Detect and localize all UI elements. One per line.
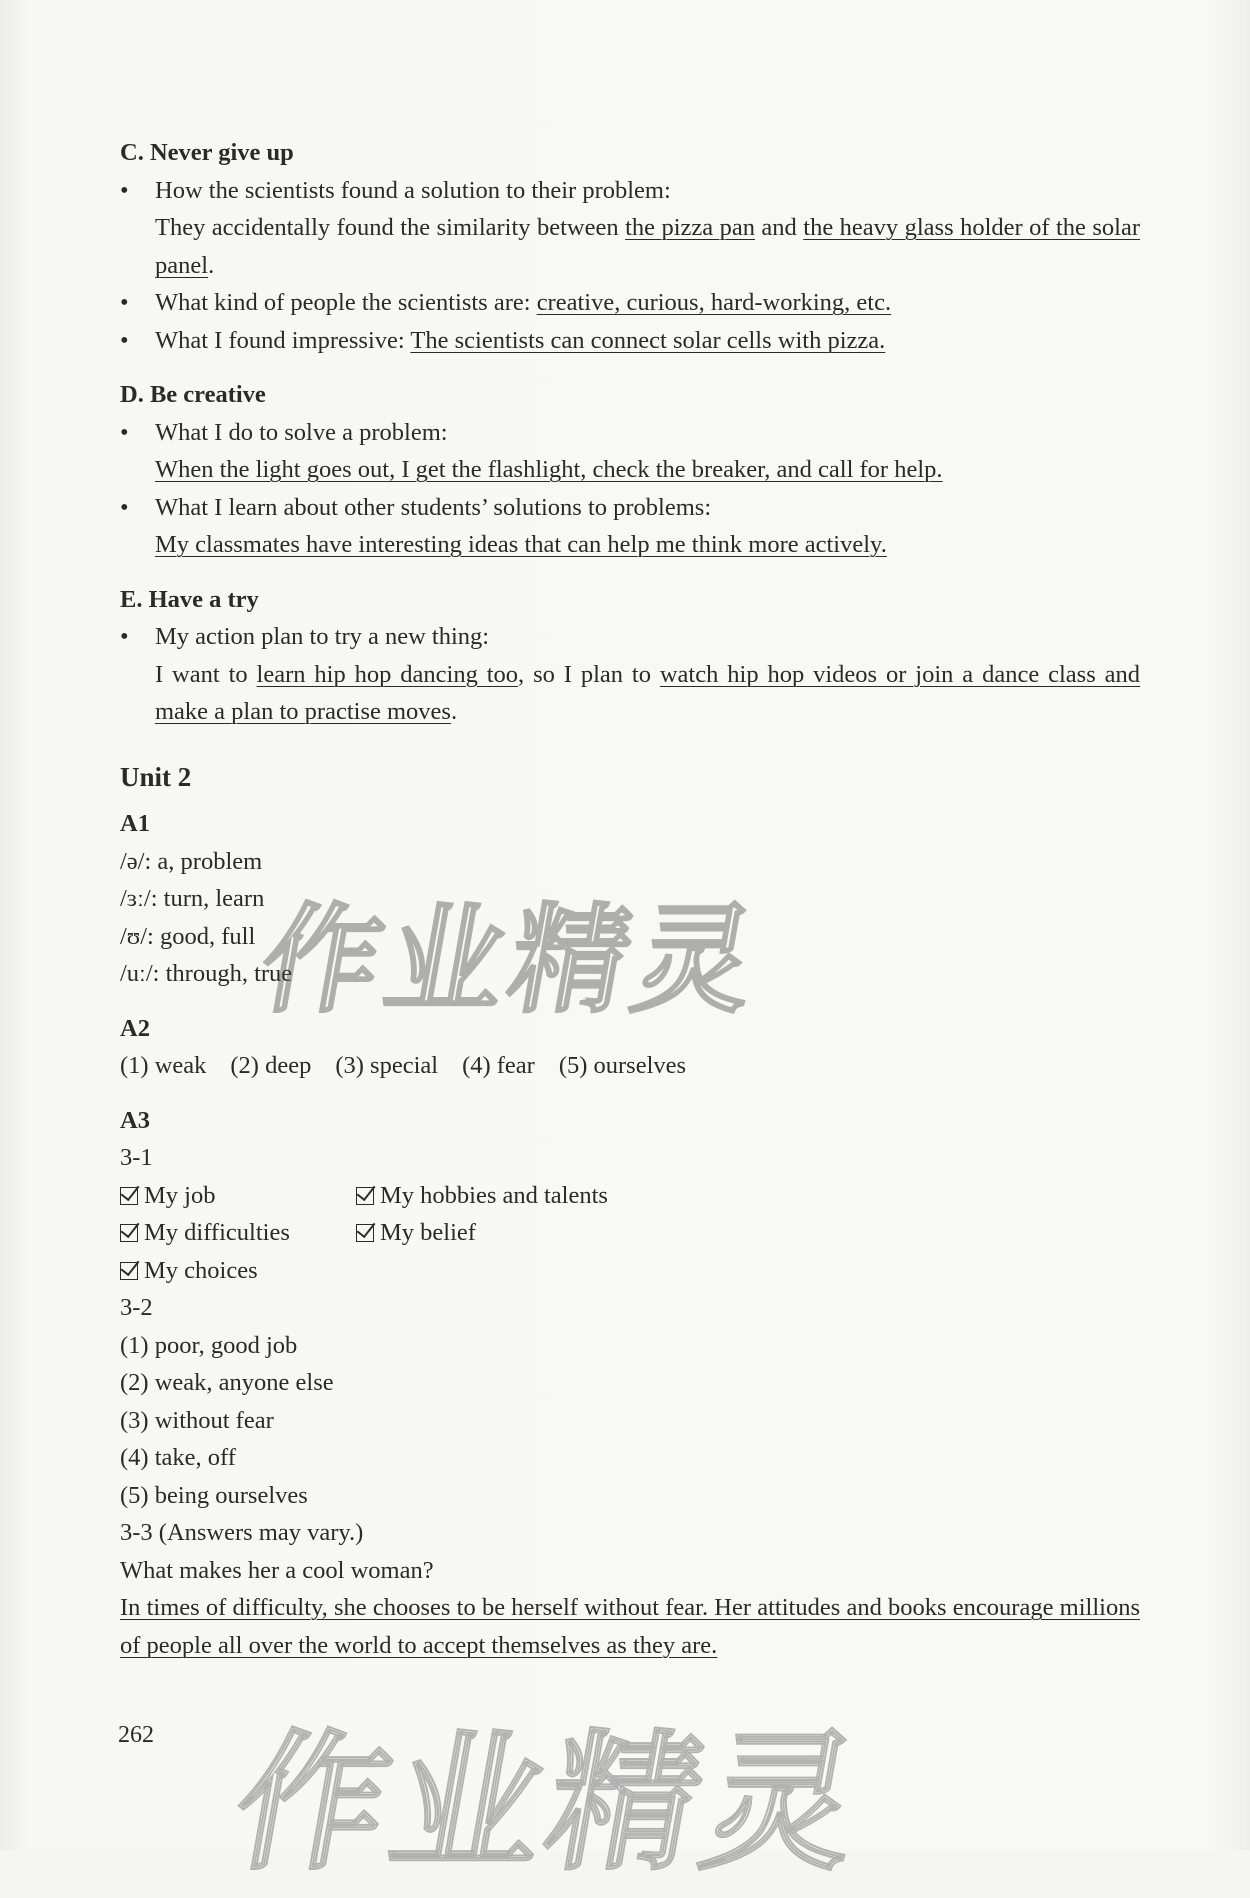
- bullet-label: What kind of people the scientists are:: [155, 289, 537, 316]
- checked-item-label: My belief: [380, 1219, 476, 1246]
- answer-underlined: My classmates have interesting ideas that can help me think more actively.: [155, 531, 887, 558]
- bullet-item: [120, 284, 1140, 322]
- a3-answer: (2) weak, anyone else: [120, 1369, 334, 1396]
- question-text: What makes her a cool woman?: [120, 1556, 434, 1584]
- checked-item: [356, 1177, 608, 1215]
- bullet-item: [120, 618, 1140, 731]
- bullet-label: What I learn about other students’ solutions to problems:: [155, 493, 712, 521]
- answer-text: and: [754, 214, 804, 241]
- bullet-dot: •: [120, 289, 129, 316]
- checklist-row: [120, 1252, 1140, 1290]
- checked-item: [356, 1214, 592, 1252]
- checked-item-label: My hobbies and talents: [380, 1181, 608, 1209]
- bullet-dot: •: [120, 418, 129, 446]
- section-c-title: C. Never give up: [120, 139, 294, 166]
- answer-underlined: the heavy glass holder of the solar panel: [155, 214, 1140, 279]
- subquestion-label: 3-3 (Answers may vary.): [120, 1519, 364, 1546]
- answer-underlined: the pizza pan: [625, 214, 755, 241]
- checked-box-icon: [356, 1187, 374, 1205]
- phonetic-line: /ə/: a, problem: [120, 847, 263, 875]
- checked-box-icon: [356, 1224, 374, 1242]
- checked-item-label: My choices: [144, 1256, 258, 1284]
- checked-item: [120, 1252, 356, 1290]
- answer-text: .: [450, 698, 458, 725]
- a1-title: A1: [120, 810, 150, 837]
- a3-answer: (4) take, off: [120, 1444, 236, 1471]
- bullet-item: [120, 414, 1140, 489]
- a2-answer: (2) deep: [230, 1052, 312, 1079]
- bullet-answer: [155, 656, 1140, 731]
- bullet-label: What I found impressive:: [155, 326, 411, 354]
- bullet-answer: [155, 209, 1140, 284]
- checked-box-icon: [120, 1224, 138, 1242]
- a2-answers: [120, 1047, 1140, 1085]
- bullet-item: [120, 172, 1140, 285]
- a3-answer: (1) poor, good job: [120, 1331, 298, 1359]
- a2-answer: (1) weak: [120, 1052, 207, 1079]
- checked-item: [120, 1214, 356, 1252]
- a2-answer: (5) ourselves: [558, 1052, 687, 1079]
- phonetic-line: /uː/: through, true: [120, 960, 293, 987]
- checked-item: [120, 1177, 356, 1215]
- page-number: 262: [118, 1722, 154, 1748]
- checked-item-label: My job: [144, 1181, 216, 1209]
- answer-text: , so I plan to: [518, 660, 660, 688]
- answer-underlined: creative, curious, hard-working, etc.: [536, 289, 892, 316]
- checked-item-label: My difficulties: [144, 1219, 290, 1246]
- answer-underlined: The scientists can connect solar cells with pizza.: [410, 326, 886, 354]
- bullet-dot: •: [120, 176, 129, 204]
- bullet-dot: •: [120, 326, 129, 354]
- answer-text: .: [208, 251, 215, 279]
- section-d-title: D. Be creative: [120, 381, 266, 408]
- bullet-dot: •: [120, 623, 129, 650]
- checklist-row: [120, 1214, 1140, 1252]
- bullet-item: [120, 322, 1140, 360]
- answer-text: They accidentally found the similarity between: [155, 214, 626, 241]
- answer-underlined: watch hip hop videos or join a dance class and make a plan to practise moves: [155, 660, 1141, 725]
- unit-title: Unit 2: [120, 761, 192, 792]
- watermark: 作业精灵: [222, 1717, 877, 1891]
- answer-underlined: When the light goes out, I get the flashlight, check the breaker, and call for help.: [155, 456, 943, 483]
- phonetic-line: /ɜː/: turn, learn: [120, 885, 265, 912]
- a3-answer: (5) being ourselves: [120, 1481, 308, 1509]
- subquestion-label: 3-1: [120, 1144, 153, 1171]
- subquestion-label: 3-2: [120, 1294, 153, 1321]
- bullet-dot: •: [120, 493, 129, 521]
- answer-text: I want to: [155, 660, 257, 688]
- a2-title: A2: [120, 1014, 150, 1042]
- answer-underlined: In times of difficulty, she chooses to be herself without fear. Her attitudes and books encourage millions of people all over the world to accept themselves as they are.: [120, 1594, 1140, 1659]
- a2-answer: (4) fear: [462, 1052, 535, 1079]
- a2-answer: (3) special: [335, 1052, 439, 1079]
- a3-answer: (3) without fear: [120, 1406, 274, 1434]
- bullet-label: My action plan to try a new thing:: [155, 623, 490, 650]
- phonetic-line: /ʊ/: good, full: [120, 922, 256, 950]
- section-e-title: E. Have a try: [120, 585, 259, 613]
- checklist-row: [120, 1177, 1140, 1215]
- checked-box-icon: [120, 1187, 138, 1205]
- checked-box-icon: [120, 1262, 138, 1280]
- bullet-label: How the scientists found a solution to their problem:: [155, 176, 671, 204]
- watermark: 作业精灵: [251, 891, 772, 1029]
- answer-underlined: learn hip hop dancing too: [256, 660, 519, 688]
- bullet-label: What I do to solve a problem:: [155, 418, 448, 446]
- a3-title: A3: [120, 1106, 150, 1134]
- bullet-item: [120, 489, 1140, 564]
